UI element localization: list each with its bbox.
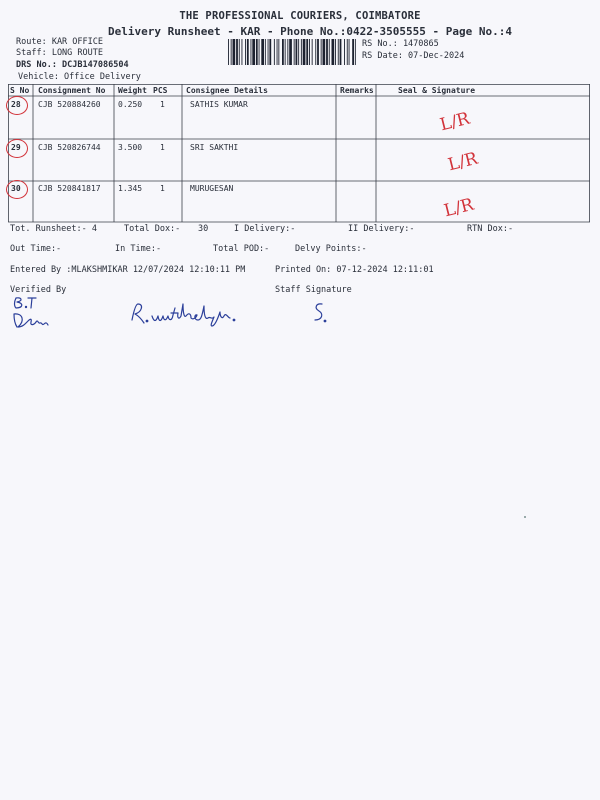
rs-date: RS Date: 07-Dec-2024 — [362, 51, 465, 61]
barcode — [228, 39, 356, 65]
row-consignee: SATHIS KUMAR — [190, 100, 248, 109]
header-consignee-details: Consignee Details — [186, 86, 268, 95]
header-remarks: Remarks — [340, 86, 374, 95]
red-circle-mark — [6, 180, 28, 199]
entered-by: Entered By :MLAKSHMIKAR 12/07/2024 12:10:11 PM — [10, 265, 246, 275]
total-dox-value: 30 — [198, 224, 209, 234]
runsheet-subtitle: Delivery Runsheet - KAR - Phone No.:0422-3505555 - Page No.:4 — [108, 25, 512, 38]
row-sno: 28 — [11, 100, 21, 109]
red-circle-mark — [6, 96, 28, 115]
red-circle-mark — [6, 139, 28, 158]
rs-number: RS No.: 1470865 — [362, 39, 439, 49]
header-consignment-no: Consignment No — [38, 86, 106, 95]
header-weight: Weight — [118, 86, 147, 95]
speck — [524, 516, 526, 518]
delvy-points: Delvy Points:- — [295, 244, 367, 254]
verifier-signature — [8, 294, 58, 332]
route-label: Route: KAR OFFICE — [16, 37, 103, 47]
ii-delivery: II Delivery:- — [348, 224, 415, 234]
row-sno: 29 — [11, 143, 21, 152]
row-pcs: 1 — [160, 184, 165, 193]
verified-by-label: Verified By — [10, 285, 67, 295]
row-pcs: 1 — [160, 143, 165, 152]
rtn-dox: RTN Dox:- — [467, 224, 514, 234]
handwritten-mark: L/R — [446, 148, 480, 176]
handwritten-signature — [128, 296, 248, 328]
row-consignee: MURUGESAN — [190, 184, 234, 193]
handwritten-mark: L/R — [442, 194, 476, 222]
staff-label: Staff: LONG ROUTE — [16, 48, 103, 58]
staff-signature-label: Staff Signature — [275, 285, 352, 295]
row-consignment: CJB 520884260 — [38, 100, 101, 109]
in-time: In Time:- — [115, 244, 162, 254]
drs-number: DRS No.: DCJB147086504 — [16, 60, 129, 70]
header-pcs: PCS — [153, 86, 168, 95]
header-seal-signature: Seal & Signature — [398, 86, 476, 95]
row-consignment: CJB 520841817 — [38, 184, 101, 193]
staff-signature — [306, 298, 332, 328]
row-sno: 30 — [11, 184, 21, 193]
total-pod: Total POD:- — [213, 244, 270, 254]
company-title: THE PROFESSIONAL COURIERS, COIMBATORE — [179, 10, 421, 22]
row-consignee: SRI SAKTHI — [190, 143, 239, 152]
row-weight: 1.345 — [118, 184, 143, 193]
row-consignment: CJB 520826744 — [38, 143, 101, 152]
printed-on: Printed On: 07-12-2024 12:11:01 — [275, 265, 434, 275]
handwritten-mark: L/R — [438, 108, 472, 136]
header-sno: S No — [10, 86, 30, 95]
vehicle-label: Vehicle: Office Delivery — [18, 72, 141, 82]
i-delivery: I Delivery:- — [234, 224, 296, 234]
row-pcs: 1 — [160, 100, 165, 109]
total-dox-label: Total Dox:- — [124, 224, 181, 234]
out-time: Out Time:- — [10, 244, 62, 254]
row-weight: 3.500 — [118, 143, 143, 152]
total-runsheet: Tot. Runsheet:- 4 — [10, 224, 97, 234]
row-weight: 0.250 — [118, 100, 143, 109]
